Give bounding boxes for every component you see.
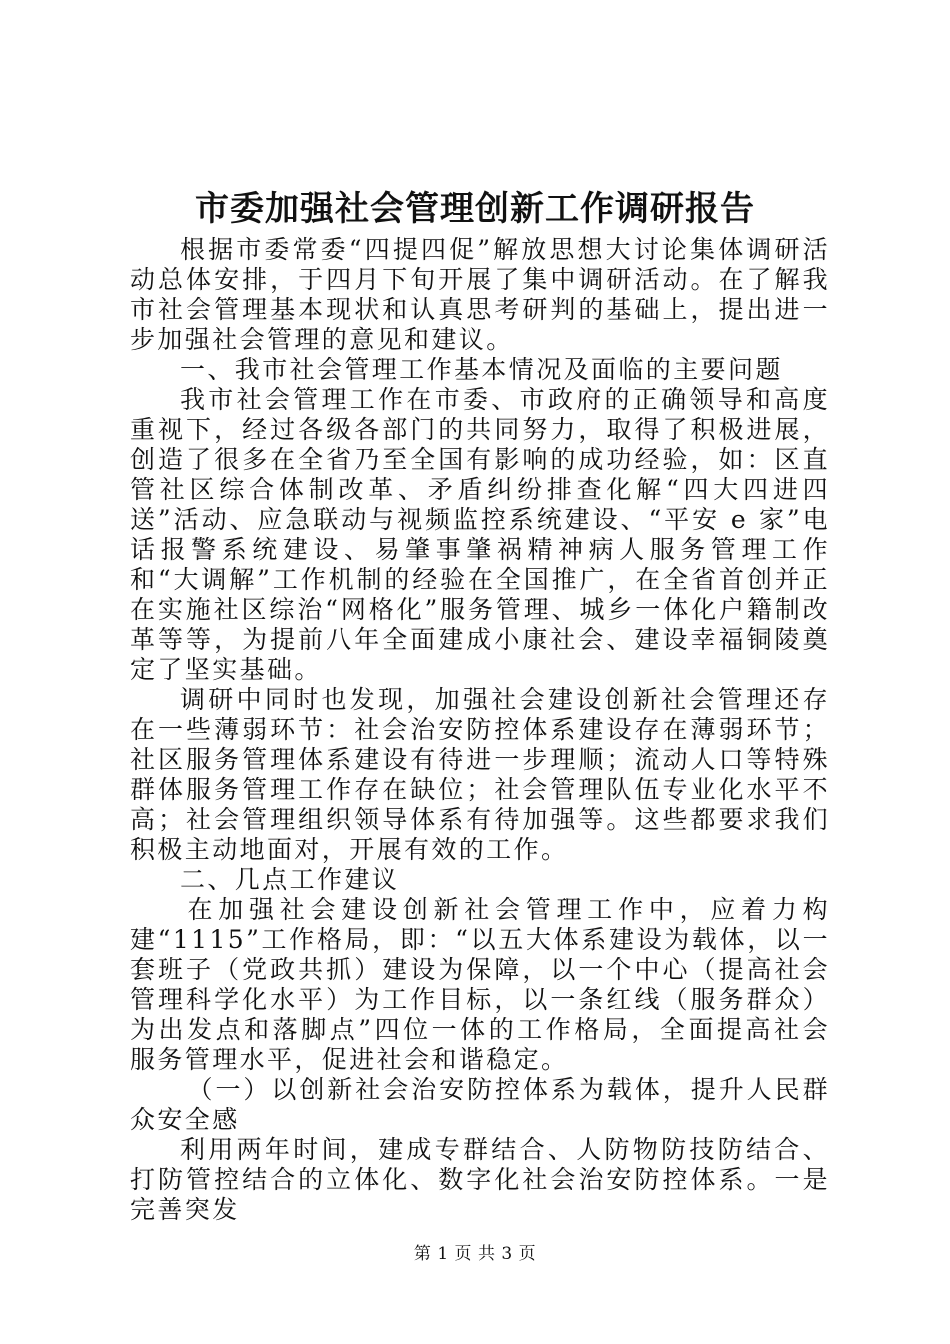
intro-paragraph: 根据市委常委“四提四促”解放思想大讨论集体调研活动总体安排，于四月下旬开展了集中调研活动。在了解我市社会管理基本现状和认真思考研判的基础上，提出进一步加强社会管理的意见和建议。 (130, 235, 830, 354)
section-heading-2: 二、几点工作建议 (180, 865, 400, 894)
subsection-heading-1: （一）以创新社会治安防控体系为载体，提升人民群众安全感 (130, 1075, 830, 1134)
section-heading-1: 一、我市社会管理工作基本情况及面临的主要问题 (180, 355, 783, 384)
paragraph-framework: 在加强社会建设创新社会管理工作中，应着力构建“1115”工作格局，即：“以五大体系建设为载体，以一套班子（党政共抓）建设为保障，以一个中心（提高社会管理科学化水平）为工作目标，以一条红线（服务群众）为出发点和落脚点”四位一体的工作格局，全面提高社会服务管理水平，促进社会和谐稳定。 (130, 895, 830, 1074)
paragraph-achievements: 我市社会管理工作在市委、市政府的正确领导和高度重视下，经过各级各部门的共同努力，取得了积极进展，创造了很多在全省乃至全国有影响的成功经验，如：区直管社区综合体制改革、矛盾纠纷排查化解“四大四进四送”活动、应急联动与视频监控系统建设、“平安 e 家”电话报警系统建设、易肇事肇祸精神病人服务管理工作和“大调解”工作机制的经验在全国推广，在全省首创并正在实施社区综治“网格化”服务管理、城乡一体化户籍制改革等等，为提前八年全面建成小康社会、建设幸福铜陵奠定了坚实基础。 (130, 385, 830, 684)
paragraph-problems: 调研中同时也发现，加强社会建设创新社会管理还存在一些薄弱环节：社会治安防控体系建设存在薄弱环节；社区服务管理体系建设有待进一步理顺；流动人口等特殊群体服务管理工作存在缺位；社会管理队伍专业化水平不高；社会管理组织领导体系有待加强等。这些都要求我们积极主动地面对，开展有效的工作。 (130, 685, 830, 864)
page-footer: 第 1 页 共 3 页 (413, 1244, 537, 1264)
paragraph-security-system: 利用两年时间，建成专群结合、人防物防技防结合、打防管控结合的立体化、数字化社会治安防控体系。一是完善突发 (130, 1135, 830, 1224)
document-body (130, 235, 830, 1225)
document-title: 市委加强社会管理创新工作调研报告 (195, 189, 755, 229)
